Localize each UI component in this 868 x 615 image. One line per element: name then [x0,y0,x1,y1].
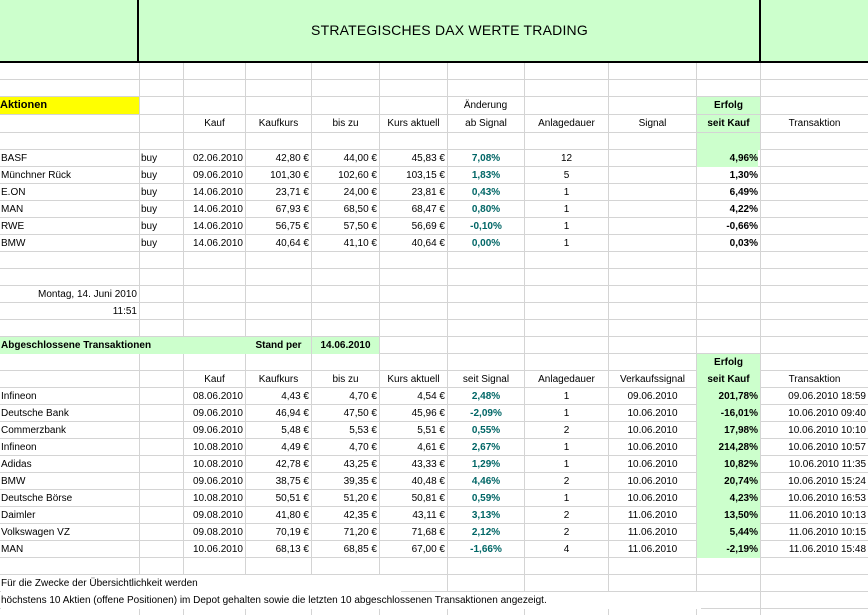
closed-trans[interactable]: 10.06.2010 10:57 [788,442,866,453]
closed-kauf[interactable]: 10.08.2010 [192,493,243,504]
position-type[interactable]: buy [141,170,158,181]
closed-bis-zu[interactable]: 42,35 € [343,510,377,521]
position-kaufkurs[interactable]: 42,80 € [275,153,309,164]
erfolg-spacer [697,133,760,150]
closed-signal-pct[interactable]: 2,12% [471,527,501,538]
position-type[interactable]: buy [141,221,158,232]
position-kurs[interactable]: 56,69 € [411,221,445,232]
position-erfolg[interactable]: 4,96% [697,150,758,167]
closed-name[interactable]: Infineon [1,442,37,453]
closed-bis-zu[interactable]: 51,20 € [343,493,377,504]
closed-header-kaufkurs: Kaufkurs [258,374,299,385]
position-kauf[interactable]: 09.06.2010 [192,170,243,181]
closed-vsignal[interactable]: 10.06.2010 [627,425,678,436]
closed-erfolg[interactable]: 10,82% [697,456,760,473]
header-erfolg: Erfolg [697,97,760,114]
position-kurs[interactable]: 23,81 € [411,187,445,198]
closed-trans[interactable]: 10.06.2010 15:24 [788,476,866,487]
closed-erfolg[interactable]: 13,50% [697,507,760,524]
position-dauer[interactable]: 1 [563,221,570,232]
closed-kurs[interactable]: 4,61 € [417,442,445,453]
closed-kaufkurs[interactable]: 46,94 € [275,408,309,419]
closed-erfolg[interactable]: -2,19% [697,541,760,558]
position-dauer[interactable]: 12 [560,153,573,164]
closed-vsignal[interactable]: 10.06.2010 [627,459,678,470]
closed-dauer[interactable]: 1 [563,408,570,419]
closed-dauer[interactable]: 2 [563,476,570,487]
closed-kauf[interactable]: 09.06.2010 [192,408,243,419]
closed-vsignal[interactable]: 11.06.2010 [627,510,678,521]
position-signal-pct[interactable]: 0,43% [471,187,501,198]
closed-erfolg[interactable]: 214,28% [697,439,760,456]
closed-vsignal[interactable]: 09.06.2010 [627,391,678,402]
position-erfolg[interactable]: -0,66% [726,221,758,232]
closed-erfolg[interactable]: 5,44% [697,524,760,541]
position-name[interactable]: E.ON [1,187,26,198]
position-kurs[interactable]: 40,64 € [411,238,445,249]
position-kaufkurs[interactable]: 40,64 € [275,238,309,249]
position-erfolg[interactable]: 0,03% [729,238,758,249]
header-seit-kauf: seit Kauf [697,115,760,132]
position-name[interactable]: MAN [1,204,24,215]
header-kaufkurs: Kaufkurs [258,118,299,129]
closed-vsignal[interactable]: 10.06.2010 [627,442,678,453]
position-erfolg[interactable]: 1,30% [729,170,758,181]
position-type[interactable]: buy [141,153,158,164]
closed-trans[interactable]: 10.06.2010 09:40 [788,408,866,419]
closed-kurs[interactable]: 4,54 € [417,391,445,402]
aktionen-label: Aktionen [0,97,139,114]
closed-bis-zu[interactable]: 4,70 € [349,442,377,453]
closed-kurs[interactable]: 40,48 € [411,476,445,487]
position-kurs[interactable]: 68,47 € [411,204,445,215]
closed-trans[interactable]: 11.06.2010 10:15 [788,527,866,538]
closed-kaufkurs[interactable]: 50,51 € [275,493,309,504]
position-dauer[interactable]: 1 [563,187,570,198]
closed-signal-pct[interactable]: 4,46% [471,476,501,487]
footnote-line-1: Für die Zwecke der Übersichtlichkeit werden [1,575,401,592]
closed-erfolg[interactable]: 4,23% [697,490,760,507]
position-bis-zu[interactable]: 57,50 € [343,221,377,232]
closed-kauf[interactable]: 10.06.2010 [192,544,243,555]
closed-dauer[interactable]: 1 [563,391,570,402]
closed-kaufkurs[interactable]: 70,19 € [275,527,309,538]
closed-kurs[interactable]: 43,33 € [411,459,445,470]
closed-trans[interactable]: 09.06.2010 18:59 [788,391,866,402]
closed-bis-zu[interactable]: 5,53 € [349,425,377,436]
closed-header-transaktion: Transaktion [788,374,841,385]
position-bis-zu[interactable]: 24,00 € [343,187,377,198]
closed-trans[interactable]: 10.06.2010 16:53 [788,493,866,504]
closed-trans[interactable]: 11.06.2010 10:13 [788,510,866,521]
closed-signal-pct[interactable]: -1,66% [470,544,502,555]
closed-bis-zu[interactable]: 68,85 € [343,544,377,555]
header-bis-zu: bis zu [332,118,359,129]
closed-vsignal[interactable]: 10.06.2010 [627,476,678,487]
position-kurs[interactable]: 103,15 € [406,170,445,181]
closed-vsignal[interactable]: 10.06.2010 [627,408,678,419]
closed-name[interactable]: Deutsche Börse [1,493,73,504]
closed-dauer[interactable]: 1 [563,442,570,453]
closed-vsignal[interactable]: 11.06.2010 [627,544,678,555]
closed-kaufkurs[interactable]: 41,80 € [275,510,309,521]
header-signal: Signal [638,118,667,129]
closed-kauf[interactable]: 09.08.2010 [192,510,243,521]
closed-signal-pct[interactable]: 1,29% [471,459,501,470]
position-kaufkurs[interactable]: 67,93 € [275,204,309,215]
closed-dauer[interactable]: 1 [563,493,570,504]
closed-name[interactable]: Commerzbank [1,425,67,436]
closed-kurs[interactable]: 50,81 € [411,493,445,504]
closed-bis-zu[interactable]: 47,50 € [343,408,377,419]
closed-erfolg[interactable]: 17,98% [697,422,760,439]
closed-bis-zu[interactable]: 39,35 € [343,476,377,487]
closed-dauer[interactable]: 2 [563,425,570,436]
position-bis-zu[interactable]: 41,10 € [343,238,377,249]
position-type[interactable]: buy [141,187,158,198]
stand-per-date: 14.06.2010 [312,337,379,354]
closed-kurs[interactable]: 67,00 € [411,544,445,555]
position-kauf[interactable]: 14.06.2010 [192,221,243,232]
position-kauf[interactable]: 14.06.2010 [192,238,243,249]
closed-signal-pct[interactable]: 0,59% [471,493,501,504]
closed-dauer[interactable]: 2 [563,510,570,521]
closed-signal-pct[interactable]: -2,09% [470,408,502,419]
closed-erfolg[interactable]: 201,78% [697,388,760,405]
closed-header-erfolg: Erfolg [697,354,760,371]
closed-trans[interactable]: 10.06.2010 11:35 [788,459,866,470]
position-name[interactable]: RWE [1,221,25,232]
footnote-line-2: höchstens 10 Aktien (offene Positionen) im Depot gehalten sowie die letzten 10 abgeschlossenen Transaktionen angezeigt. [1,592,701,609]
closed-vsignal[interactable]: 10.06.2010 [627,493,678,504]
closed-bis-zu[interactable]: 43,25 € [343,459,377,470]
closed-kauf[interactable]: 10.08.2010 [192,459,243,470]
closed-name[interactable]: Volkswagen VZ [1,527,70,538]
position-signal-pct[interactable]: 0,80% [471,204,501,215]
closed-vsignal[interactable]: 11.06.2010 [627,527,678,538]
closed-kurs[interactable]: 5,51 € [417,425,445,436]
closed-kauf[interactable]: 09.06.2010 [192,425,243,436]
position-type[interactable]: buy [141,204,158,215]
closed-kauf[interactable]: 08.06.2010 [192,391,243,402]
closed-bis-zu[interactable]: 71,20 € [343,527,377,538]
closed-header-kauf: Kauf [204,374,225,385]
closed-kaufkurs[interactable]: 5,48 € [281,425,309,436]
closed-header-anlagedauer: Anlagedauer [538,374,595,385]
header-anlagedauer: Anlagedauer [538,118,595,129]
position-name[interactable]: BASF [1,153,28,164]
position-signal-pct[interactable]: 0,00% [471,238,501,249]
header-kauf: Kauf [204,118,225,129]
closed-name[interactable]: Deutsche Bank [1,408,69,419]
time-cell[interactable]: 11:51 [112,306,137,317]
closed-kauf[interactable]: 10.08.2010 [192,442,243,453]
closed-name[interactable]: BMW [1,476,26,487]
position-kaufkurs[interactable]: 101,30 € [270,170,309,181]
position-kauf[interactable]: 02.06.2010 [192,153,243,164]
position-bis-zu[interactable]: 68,50 € [343,204,377,215]
title-banner [0,0,868,63]
closed-bis-zu[interactable]: 4,70 € [349,391,377,402]
closed-kaufkurs[interactable]: 4,43 € [281,391,309,402]
position-dauer[interactable]: 5 [563,170,570,181]
closed-signal-pct[interactable]: 2,67% [471,442,501,453]
position-erfolg[interactable]: 4,22% [729,204,758,215]
closed-trans[interactable]: 11.06.2010 15:48 [788,544,866,555]
position-kauf[interactable]: 14.06.2010 [192,204,243,215]
closed-trans[interactable]: 10.06.2010 10:10 [788,425,866,436]
closed-signal-pct[interactable]: 3,13% [471,510,501,521]
closed-name[interactable]: Daimler [1,510,36,521]
closed-name[interactable]: Infineon [1,391,37,402]
header-kurs-aktuell: Kurs aktuell [387,118,440,129]
position-kauf[interactable]: 14.06.2010 [192,187,243,198]
page-title: STRATEGISCHES DAX WERTE TRADING [311,22,588,38]
position-kaufkurs[interactable]: 56,75 € [275,221,309,232]
header-ab-signal: ab Signal [465,118,507,129]
stand-per-label: Stand per [246,337,311,354]
closed-transactions-label: Abgeschlossene Transaktionen [0,337,246,354]
position-kaufkurs[interactable]: 23,71 € [275,187,309,198]
closed-name[interactable]: MAN [1,544,24,555]
header-aenderung: Änderung [463,100,508,111]
position-name[interactable]: BMW [1,238,26,249]
closed-kauf[interactable]: 09.08.2010 [192,527,243,538]
closed-dauer[interactable]: 2 [563,527,570,538]
closed-header-bis-zu: bis zu [332,374,359,385]
closed-erfolg[interactable]: 20,74% [697,473,760,490]
closed-dauer[interactable]: 1 [563,459,570,470]
closed-kaufkurs[interactable]: 68,13 € [275,544,309,555]
closed-kaufkurs[interactable]: 4,49 € [281,442,309,453]
closed-kauf[interactable]: 09.06.2010 [192,476,243,487]
date-cell[interactable]: Montag, 14. Juni 2010 [38,289,137,300]
position-bis-zu[interactable]: 44,00 € [343,153,377,164]
closed-kurs[interactable]: 45,96 € [411,408,445,419]
position-dauer[interactable]: 1 [563,204,570,215]
position-dauer[interactable]: 1 [563,238,570,249]
position-signal-pct[interactable]: 7,08% [471,153,501,164]
closed-erfolg[interactable]: -16,01% [697,405,760,422]
closed-signal-pct[interactable]: 2,48% [471,391,501,402]
position-signal-pct[interactable]: -0,10% [470,221,502,232]
closed-header-kurs-aktuell: Kurs aktuell [387,374,440,385]
closed-kurs[interactable]: 71,68 € [411,527,445,538]
closed-kurs[interactable]: 43,11 € [412,510,445,521]
closed-name[interactable]: Adidas [1,459,32,470]
position-kurs[interactable]: 45,83 € [411,153,445,164]
position-type[interactable]: buy [141,238,158,249]
position-name[interactable]: Münchner Rück [1,170,72,181]
closed-dauer[interactable]: 4 [563,544,570,555]
position-signal-pct[interactable]: 1,83% [471,170,501,181]
closed-kaufkurs[interactable]: 42,78 € [275,459,309,470]
closed-kaufkurs[interactable]: 38,75 € [275,476,309,487]
position-bis-zu[interactable]: 102,60 € [338,170,377,181]
closed-header-seit-kauf: seit Kauf [697,371,760,388]
closed-header-verkaufssignal: Verkaufssignal [619,374,686,385]
closed-header-seit-signal: seit Signal [462,374,510,385]
closed-signal-pct[interactable]: 0,55% [471,425,501,436]
header-transaktion: Transaktion [788,118,841,129]
position-erfolg[interactable]: 6,49% [729,187,758,198]
